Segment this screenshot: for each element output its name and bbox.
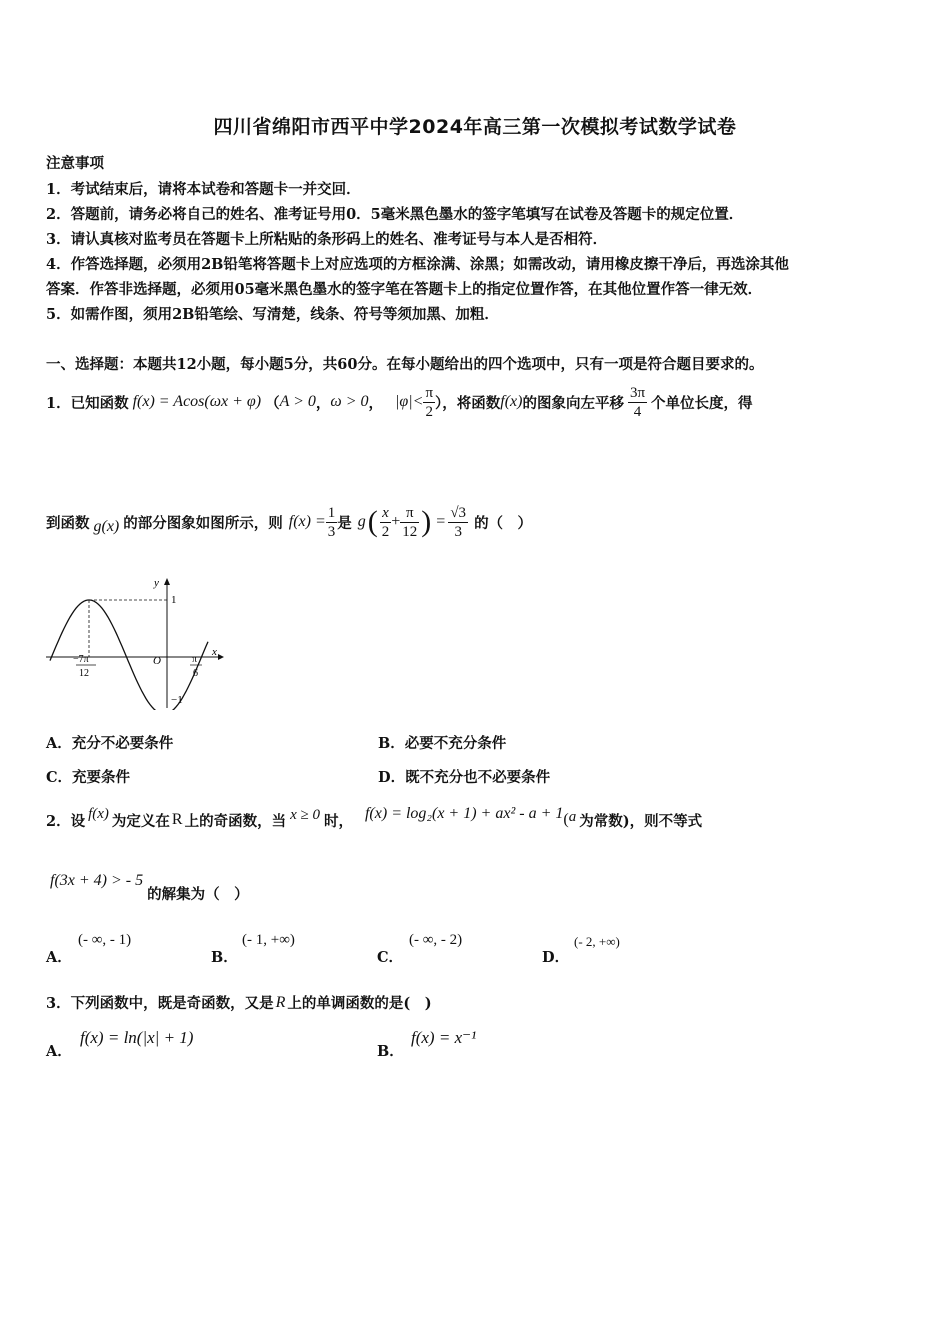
q1-paren-right: ) (421, 505, 432, 538)
q1-f-eq: f(x) = (288, 513, 326, 530)
q1-plus: + (391, 513, 401, 530)
option-value: f(x) = x⁻¹ (411, 1028, 477, 1047)
option-label: B． (211, 949, 238, 966)
page-title: 四川省绵阳市西平中学2024年高三第一次模拟考试数学试卷 (213, 116, 737, 138)
q1-text: ），将函数 (435, 394, 501, 412)
q1-text: 的部分图象如图所示，则 (123, 514, 283, 532)
question-1-line-1 (46, 378, 753, 426)
notice-item-4: 4．作答选择题，必须用2B铅笔将答题卡上对应选项的方框涂满、涂黑；如需改动，请用橡皮擦干净后，再选涂其他 (46, 256, 789, 273)
notice-item-2: 2．答题前，请务必将自己的姓名、准考证号用0．5毫米黑色墨水的签字笔填写在试卷及答题卡的规定位置． (46, 206, 744, 223)
q2-expression: f(x) = log₂(x + 1) + ax² - a + 1 (364, 805, 564, 822)
option-label: A． (46, 949, 72, 966)
frac-numerator: √3 (450, 504, 467, 521)
option-value: (- ∞, - 2) (409, 932, 463, 948)
q1-frac-x-2 (380, 504, 392, 541)
q1-frac-1-3 (326, 504, 338, 541)
q1-option-c[interactable]: C．充要条件 (46, 769, 131, 786)
q1-option-b[interactable]: B．必要不充分条件 (378, 735, 507, 752)
q1-option-a[interactable]: A．充分不必要条件 (46, 735, 174, 752)
q1-prefix: 1．已知函数 (46, 394, 129, 412)
q2-paren: ( (563, 811, 569, 828)
option-value: (- ∞, - 1) (78, 932, 132, 948)
q1-text: 的图象向左平移 (522, 394, 624, 412)
q2-text: 2．设 (46, 812, 86, 830)
q1-text: 是 (337, 514, 352, 532)
q1-fx: f(x) (500, 393, 523, 410)
frac-denominator: 12 (402, 523, 418, 540)
frac-numerator: 3π (629, 384, 646, 401)
q2-inequality: f(3x + 4) > - 5 (50, 872, 144, 889)
origin-label: O (153, 655, 161, 667)
q1-g: g (357, 513, 366, 530)
q3-text: 上的单调函数的是( ) (287, 995, 432, 1012)
q1-gx: g(x) (93, 518, 120, 535)
q2-text: 为常数)，则不等式 (579, 812, 703, 830)
option-value: (- 2, +∞) (574, 934, 620, 949)
option-label: B． (377, 1043, 404, 1060)
x-axis-arrow (218, 654, 224, 660)
q2-text: 时， (323, 812, 353, 830)
right-tick-denominator: 6 (193, 668, 198, 679)
frac-numerator: 1 (327, 504, 336, 521)
max-label: 1 (171, 594, 177, 606)
q2-text: 上的奇函数，当 (184, 812, 287, 830)
section-heading: 一、选择题：本题共12小题，每小题5分，共60分。在每小题给出的四个选项中，只有一项是符合题目要求的。 (46, 356, 764, 373)
question-3 (46, 992, 432, 1013)
y-axis-arrow (164, 578, 170, 585)
frac-denominator: 2 (425, 403, 433, 420)
q2-text: 的解集为（ ） (147, 885, 249, 903)
min-label: −1 (171, 694, 183, 706)
q2-a: a (568, 808, 577, 825)
question-2-line-1 (46, 802, 702, 838)
q2-cond: x ≥ 0 (290, 806, 320, 823)
q1-equals: = (436, 513, 446, 530)
frac-denominator: 2 (381, 523, 390, 540)
q1-frac-sqrt3-3 (448, 504, 468, 541)
option-value: f(x) = ln(|x| + 1) (80, 1028, 194, 1047)
question-2-line-2 (50, 872, 249, 906)
q1-paren: （ (265, 394, 280, 412)
q1-cosine-graph (40, 575, 230, 710)
q3-R: R (275, 993, 286, 1011)
right-tick-numerator: π (192, 654, 198, 665)
q1-text: 个单位长度，得 (651, 394, 753, 412)
q1-function-expr: f(x) = Acos(ωx + φ) (132, 393, 262, 410)
q1-text: 的（ ） (474, 514, 533, 532)
frac-denominator: 3 (327, 523, 336, 540)
option-label: D． (542, 949, 570, 966)
q2-text: 为定义在 (111, 812, 170, 830)
question-1-line-2 (46, 496, 532, 548)
notice-heading: 注意事项 (46, 155, 104, 172)
q2-fx: f(x) (88, 805, 109, 822)
q1-cond-a: A > 0 (279, 393, 316, 410)
x-axis-label: x (212, 646, 217, 658)
q3-text: 3．下列函数中，既是奇函数，又是 (46, 995, 274, 1012)
option-label: C． (377, 949, 404, 966)
option-label: A． (46, 1043, 72, 1060)
frac-denominator: 4 (633, 403, 642, 420)
notice-item-5: 5．如需作图，须用2B铅笔绘、写清楚，线条、符号等须加黑、加粗． (46, 306, 499, 323)
q1-frac-pi-2 (423, 384, 435, 421)
q1-paren-left: ( (367, 505, 378, 538)
notice-item-4-cont: 答案．作答非选择题，必须用05毫米黑色墨水的签字笔在答题卡上的指定位置作答，在其他位置作答一律无效． (46, 281, 763, 298)
y-axis-label: y (154, 577, 159, 589)
frac-numerator: x (380, 504, 392, 523)
q1-frac-3pi-4 (628, 384, 647, 421)
q1-text: 到函数 (46, 514, 90, 532)
q1-option-d[interactable]: D．既不充分也不必要条件 (378, 769, 551, 786)
option-value: (- 1, +∞) (242, 932, 295, 948)
frac-numerator: π (400, 504, 419, 523)
frac-numerator: π (425, 384, 434, 401)
notice-item-3: 3．请认真核对监考员在答题卡上所粘贴的条形码上的姓名、准考证号与本人是否相符． (46, 231, 608, 248)
left-tick-numerator: −7π (73, 654, 89, 665)
q1-cond-omega: ω > 0 (330, 393, 369, 410)
frac-denominator: 3 (454, 523, 462, 540)
q1-cond-phi: |φ|< (394, 393, 424, 410)
q2-R: R (171, 811, 183, 828)
q1-comma: ， (368, 394, 383, 412)
q1-comma: ， (315, 394, 331, 412)
left-tick-denominator: 12 (79, 668, 89, 679)
q1-frac-pi-12 (400, 504, 419, 541)
notice-item-1: 1．考试结束后，请将本试卷和答题卡一并交回． (46, 181, 361, 198)
